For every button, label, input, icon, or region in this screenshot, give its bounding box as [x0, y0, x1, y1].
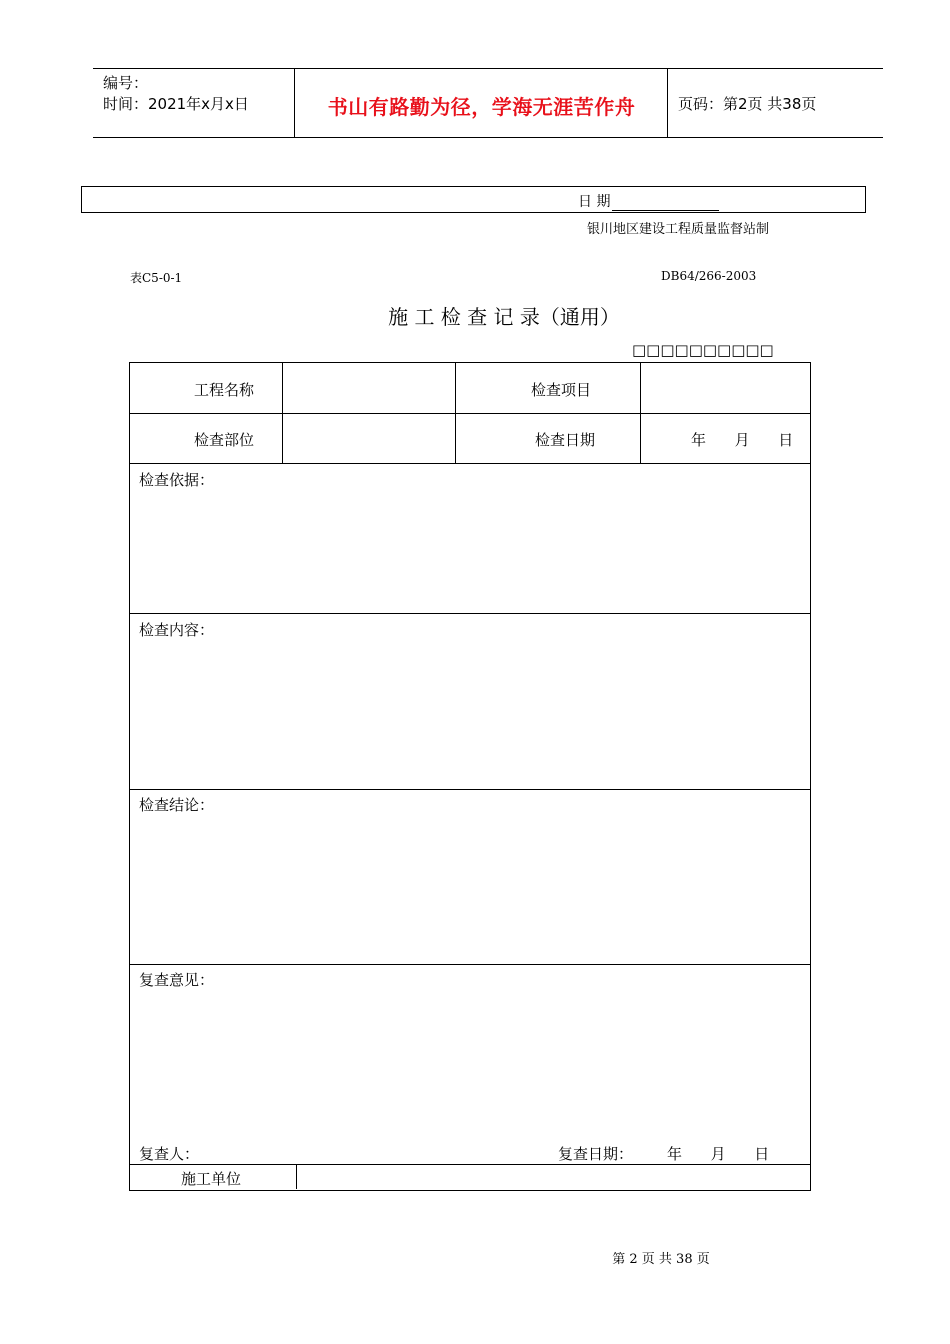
- review-opinion-label: 复查意见：: [139, 971, 215, 989]
- form-code: 表C5-0-1: [130, 271, 183, 285]
- row-divider: [130, 463, 810, 464]
- serial-label: 编号：: [103, 74, 149, 92]
- row-divider: [130, 413, 810, 414]
- conclusion-label: 检查结论：: [139, 796, 215, 814]
- col-divider: [640, 363, 641, 463]
- reviewer-label: 复查人：: [139, 1145, 200, 1163]
- check-date-label: 检查日期: [535, 431, 596, 449]
- project-name-label: 工程名称: [194, 381, 255, 399]
- row-divider: [130, 1164, 810, 1165]
- standard-code: DB64/266-2003: [661, 269, 757, 283]
- footer-page-number: 第 2 页 共 38 页: [612, 1252, 710, 1267]
- basis-label: 检查依据：: [139, 471, 215, 489]
- header-meta: [103, 73, 249, 115]
- col-divider: [282, 363, 283, 463]
- check-date-field[interactable]: 年 月 日: [691, 431, 794, 449]
- review-date-field[interactable]: 年 月 日: [667, 1145, 770, 1163]
- inspection-table: [129, 362, 811, 1191]
- review-date-label: 复查日期：: [558, 1145, 634, 1163]
- form-title: 施 工 检 查 记 录（通用）: [388, 305, 620, 329]
- content-label: 检查内容：: [139, 621, 215, 639]
- check-part-label: 检查部位: [194, 431, 255, 449]
- construction-unit-label: 施工单位: [181, 1170, 242, 1188]
- row-divider: [130, 613, 810, 614]
- prev-form-station: 银川地区建设工程质量监督站制: [587, 222, 770, 237]
- prev-date-blank: [612, 196, 719, 211]
- prev-date-label: 日 期: [578, 194, 611, 210]
- check-item-label: 检查项目: [531, 381, 592, 399]
- col-divider: [296, 1164, 297, 1189]
- header-motto: 书山有路勤为径，学海无涯苦作舟: [327, 95, 636, 119]
- row-divider: [130, 964, 810, 965]
- col-divider: [455, 363, 456, 463]
- page-header: [93, 68, 883, 138]
- time-label: 时间：2021年x月x日: [103, 95, 249, 113]
- prev-date-field: [578, 191, 719, 211]
- prev-form-tail: [81, 186, 866, 213]
- row-divider: [130, 789, 810, 790]
- form-number-boxes: □□□□□□□□□□: [632, 341, 774, 359]
- header-page-number: 页码：第2页 共38页: [678, 95, 817, 113]
